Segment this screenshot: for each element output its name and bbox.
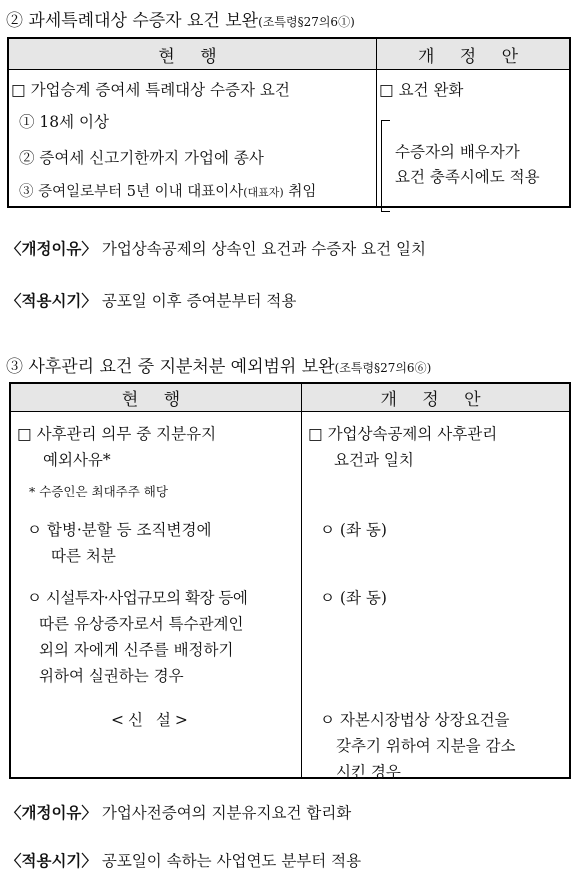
current-footnote: * 수증인은 최대주주 해당: [29, 484, 168, 499]
proposal-title: □ 요건 완화: [379, 81, 464, 99]
proposal-body-2: 요건 충족시에도 적용: [395, 168, 540, 186]
comparison-table-1: [7, 37, 571, 208]
current-bullet-2b: 따른 유상증자로서 특수관계인: [39, 615, 244, 633]
current-item-3: [19, 182, 316, 203]
date-tag: 〈적용시기〉: [6, 852, 97, 870]
current-cell: [10, 412, 302, 779]
comparison-table-2: [9, 382, 571, 779]
section-3-reason: [6, 800, 351, 826]
current-bullet-1b: 따른 처분: [51, 547, 116, 565]
current-item-2: ② 증여세 신고기한까지 가업에 종사: [19, 149, 264, 167]
section-2-heading: [6, 6, 355, 31]
header-proposal: 개 정 안: [302, 383, 571, 412]
current-new: <신 설>: [111, 711, 192, 729]
header-current: 현 행: [10, 383, 302, 412]
current-title-2: 예외사유*: [43, 451, 111, 469]
current-bullet-2d: 위하여 실권하는 경우: [39, 667, 184, 685]
bracket-line: [381, 120, 390, 212]
current-title: □ 가업승계 증여세 특례대상 수증자 요건: [11, 81, 290, 99]
date-tag: 〈적용시기〉: [6, 292, 97, 310]
current-item-1: ① 18세 이상: [19, 113, 109, 131]
proposal-body-1: 수증자의 배우자가: [395, 143, 520, 161]
section-2-ref: (조특령§27의6①): [258, 15, 355, 29]
section-3-ref: (조특령§27의6⑥): [334, 361, 432, 375]
proposal-bullet-2: ㅇ (좌 동): [320, 589, 387, 607]
reason-text: 가업사전증여의 지분유지요건 합리화: [101, 804, 352, 822]
current-bullet-2c: 외의 자에게 신주를 배정하기: [39, 641, 234, 659]
header-proposal: 개 정 안: [377, 38, 571, 70]
current-item-3-suffix: (대표자): [243, 186, 284, 199]
header-current: 현 행: [8, 38, 377, 70]
section-2-title: ② 과세특례대상 수증자 요건 보완: [6, 11, 259, 31]
date-text: 공포일 이후 증여분부터 적용: [101, 292, 297, 310]
current-bullet-1a: ㅇ 합병·분할 등 조직변경에: [27, 521, 212, 539]
current-bullet-2a: ㅇ 시설투자·사업규모의 확장 등에: [27, 589, 248, 607]
section-3-date: [6, 848, 361, 874]
section-3-heading: [6, 352, 431, 377]
current-cell: [8, 70, 377, 208]
reason-tag: 〈개정이유〉: [6, 804, 97, 822]
proposal-bullet-1: ㅇ (좌 동): [320, 521, 387, 539]
proposal-cell: [377, 70, 571, 208]
proposal-bullet-3c: 시킨 경우: [336, 763, 401, 781]
current-title-1: □ 사후관리 의무 중 지분유지: [17, 425, 217, 443]
section-3-title: ③ 사후관리 요건 중 지분처분 예외범위 보완: [6, 357, 335, 377]
proposal-cell: [302, 412, 571, 779]
reason-text: 가업상속공제의 상속인 요건과 수증자 요건 일치: [101, 240, 426, 258]
section-2-reason: [6, 236, 426, 262]
proposal-bullet-3a: ㅇ 자본시장법상 상장요건을: [320, 711, 510, 729]
proposal-title-2: 요건과 일치: [334, 451, 414, 469]
proposal-title-1: □ 가업상속공제의 사후관리: [308, 425, 498, 443]
reason-tag: 〈개정이유〉: [6, 240, 97, 258]
date-text: 공포일이 속하는 사업연도 분부터 적용: [101, 852, 362, 870]
section-2-date: [6, 288, 296, 314]
proposal-bullet-3b: 갖추기 위하여 지분을 감소: [336, 737, 516, 755]
current-item-3-main: ③ 증여일로부터 5년 이내 대표이사: [19, 184, 244, 200]
current-item-3-end: 취임: [283, 184, 317, 200]
